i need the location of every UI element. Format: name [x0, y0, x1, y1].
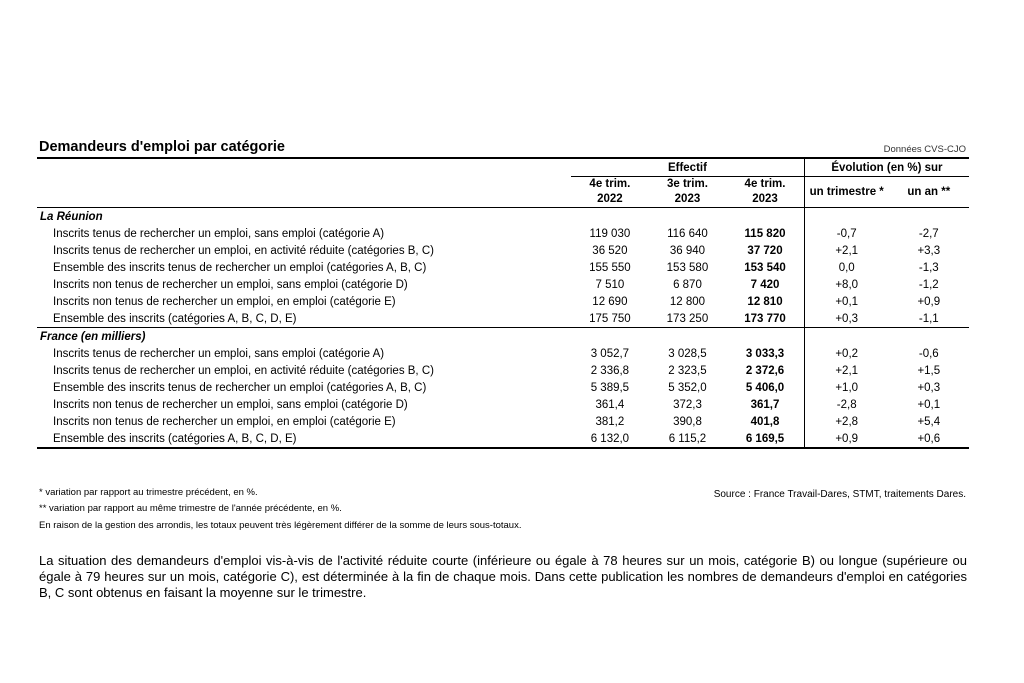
cell-e2: +0,6 — [889, 430, 969, 448]
cell-e2: +5,4 — [917, 415, 941, 428]
cell-v3: 401,8 — [750, 415, 780, 428]
cell-e1: +0,2 — [804, 345, 888, 362]
row-label: Ensemble des inscrits tenus de rechercher un emploi (catégories A, B, C) — [53, 381, 427, 394]
cell-v3: 7 420 — [750, 278, 780, 291]
footnote-1: * variation par rapport au trimestre précédent, en %. — [39, 487, 258, 498]
row-label: Inscrits tenus de rechercher un emploi, sans emploi (catégorie A) — [53, 347, 385, 360]
cell-v3: 12 810 — [747, 295, 783, 308]
cell-e1: 0,0 — [804, 259, 888, 276]
empty-cell — [571, 328, 649, 346]
cell-v1: 361,4 — [595, 398, 625, 411]
cell-v3: 6 169,5 — [726, 430, 804, 448]
cell-e2: -1,2 — [918, 278, 939, 291]
cell-v2: 12 800 — [669, 295, 706, 308]
row-label: Inscrits tenus de rechercher un emploi, en activité réduite (catégories B, C) — [53, 364, 434, 377]
cell-e2: +3,3 — [917, 244, 941, 257]
header-row-1 — [37, 158, 969, 177]
cell-e1: +2,8 — [804, 413, 888, 430]
header-effectif: Effectif — [571, 158, 804, 177]
table-row — [37, 259, 969, 276]
row-label: Inscrits tenus de rechercher un emploi, sans emploi (catégorie A) — [53, 227, 385, 240]
cell-v3: 153 540 — [744, 261, 786, 274]
cell-v1: 6 132,0 — [571, 430, 649, 448]
cell-e1: +2,1 — [804, 362, 888, 379]
cell-v1: 155 550 — [589, 261, 631, 274]
cell-v2: 390,8 — [673, 415, 702, 428]
cell-v2: 2 323,5 — [668, 364, 707, 377]
cell-e2: -1,3 — [918, 261, 939, 274]
header-col2-text: 3e trim. 2023 — [666, 178, 708, 205]
cell-e2: -2,7 — [918, 227, 939, 240]
header-col5: un an ** — [889, 177, 969, 208]
cell-v3: 173 770 — [744, 312, 786, 325]
data-note: Données CVS-CJO — [883, 144, 966, 155]
cell-e1: +1,0 — [804, 379, 888, 396]
cell-e1: +0,1 — [804, 293, 888, 310]
table-row — [37, 293, 969, 310]
empty-cell — [889, 328, 969, 346]
empty-cell — [649, 328, 727, 346]
cell-e1: +8,0 — [804, 276, 888, 293]
row-label: Inscrits non tenus de rechercher un emploi, en emploi (catégorie E) — [53, 415, 396, 428]
cell-v1: 7 510 — [595, 278, 625, 291]
table-title: Demandeurs d'emploi par catégorie — [39, 139, 285, 155]
table-row — [37, 362, 969, 379]
cell-e1: -2,8 — [804, 396, 888, 413]
cell-e2: -1,1 — [918, 312, 939, 325]
cell-e2: +0,9 — [917, 295, 941, 308]
row-label: Ensemble des inscrits (catégories A, B, C, D, E) — [53, 312, 297, 325]
cell-v1: 5 389,5 — [590, 381, 630, 394]
source-note: Source : France Travail-Dares, STMT, traitements Dares. — [713, 489, 966, 500]
cell-e1: -0,7 — [804, 225, 888, 242]
table-row — [37, 379, 969, 396]
cell-v1: 381,2 — [595, 415, 625, 428]
cell-e1: +0,9 — [804, 430, 888, 448]
cell-e1: +0,3 — [804, 310, 888, 328]
section-title: France (en milliers) — [37, 328, 571, 346]
row-label: Inscrits tenus de rechercher un emploi, en activité réduite (catégories B, C) — [53, 244, 434, 257]
cell-v1: 12 690 — [592, 295, 628, 308]
cell-v2: 6 870 — [673, 278, 702, 291]
empty-cell — [649, 208, 727, 226]
empty-cell — [804, 328, 888, 346]
table-row — [37, 430, 969, 448]
table-row — [37, 396, 969, 413]
cell-v3: 3 033,3 — [745, 347, 785, 360]
section-header — [37, 208, 969, 226]
cell-v1: 36 520 — [592, 244, 628, 257]
empty-cell — [726, 328, 804, 346]
footnote-3: En raison de la gestion des arrondis, les totaux peuvent très légèrement différer de la somme de leurs sous-totaux. — [39, 520, 522, 531]
cell-v2: 173 250 — [666, 312, 709, 325]
header-row-2 — [37, 177, 969, 208]
footnote-2: ** variation par rapport au même trimestre de l'année précédente, en %. — [39, 503, 342, 514]
header-col4: un trimestre * — [804, 177, 888, 208]
cell-v1: 119 030 — [589, 227, 631, 240]
header-col1-text: 4e trim. 2022 — [589, 178, 631, 205]
header-col3 — [726, 177, 804, 208]
header-col3-text: 4e trim. 2023 — [744, 178, 786, 205]
data-table — [37, 157, 969, 449]
cell-v1: 2 336,8 — [590, 364, 630, 377]
table-row — [37, 413, 969, 430]
cell-e2: +1,5 — [917, 364, 941, 377]
cell-v2: 116 640 — [667, 227, 708, 240]
cell-v3: 2 372,6 — [745, 364, 785, 377]
empty-cell — [889, 208, 969, 226]
row-label: Inscrits non tenus de rechercher un emploi, en emploi (catégorie E) — [53, 295, 396, 308]
cell-v2: 6 115,2 — [649, 430, 727, 448]
cell-v2: 5 352,0 — [668, 381, 707, 394]
cell-e2: +0,1 — [917, 398, 941, 411]
header-evolution: Évolution (en %) sur — [804, 158, 969, 177]
cell-v1: 3 052,7 — [590, 347, 630, 360]
section-header — [37, 328, 969, 346]
cell-v2: 372,3 — [673, 398, 702, 411]
cell-v1: 175 750 — [589, 312, 631, 325]
cell-v3: 5 406,0 — [745, 381, 785, 394]
empty-cell — [804, 208, 888, 226]
row-label: Inscrits non tenus de rechercher un emploi, sans emploi (catégorie D) — [53, 278, 408, 291]
cell-e2: -0,6 — [918, 347, 939, 360]
table-row — [37, 242, 969, 259]
cell-v3: 37 720 — [747, 244, 783, 257]
header-col2 — [649, 177, 727, 208]
table-row — [37, 276, 969, 293]
section-title: La Réunion — [40, 210, 103, 223]
header-col1 — [571, 177, 649, 208]
table-row — [37, 310, 969, 328]
empty-cell — [726, 208, 804, 226]
table-row — [37, 345, 969, 362]
table-row — [37, 225, 969, 242]
cell-v2: 153 580 — [666, 261, 709, 274]
cell-v2: 36 940 — [669, 244, 706, 257]
cell-v3: 115 820 — [744, 227, 786, 240]
empty-cell — [571, 208, 649, 226]
explanatory-paragraph: La situation des demandeurs d'emploi vis-à-vis de l'activité réduite courte (inférieure ou égale à 78 heures sur un mois, catégorie B) ou longue (supérieure ou égale à 79 heures sur un mois, catégorie C), est déterminée à la fin de chaque mois. Dans cette publication les nombres de demandeurs d'emploi en catégories B, C sont obtenus en faisant la moyenne sur le trimestre. — [39, 553, 967, 600]
cell-v3: 361,7 — [750, 398, 780, 411]
cell-v2: 3 028,5 — [668, 347, 707, 360]
cell-e2: +0,3 — [917, 381, 941, 394]
row-label: Inscrits non tenus de rechercher un emploi, sans emploi (catégorie D) — [53, 398, 408, 411]
cell-e1: +2,1 — [804, 242, 888, 259]
row-label: Ensemble des inscrits tenus de rechercher un emploi (catégories A, B, C) — [53, 261, 427, 274]
row-label: Ensemble des inscrits (catégories A, B, C, D, E) — [37, 430, 571, 448]
